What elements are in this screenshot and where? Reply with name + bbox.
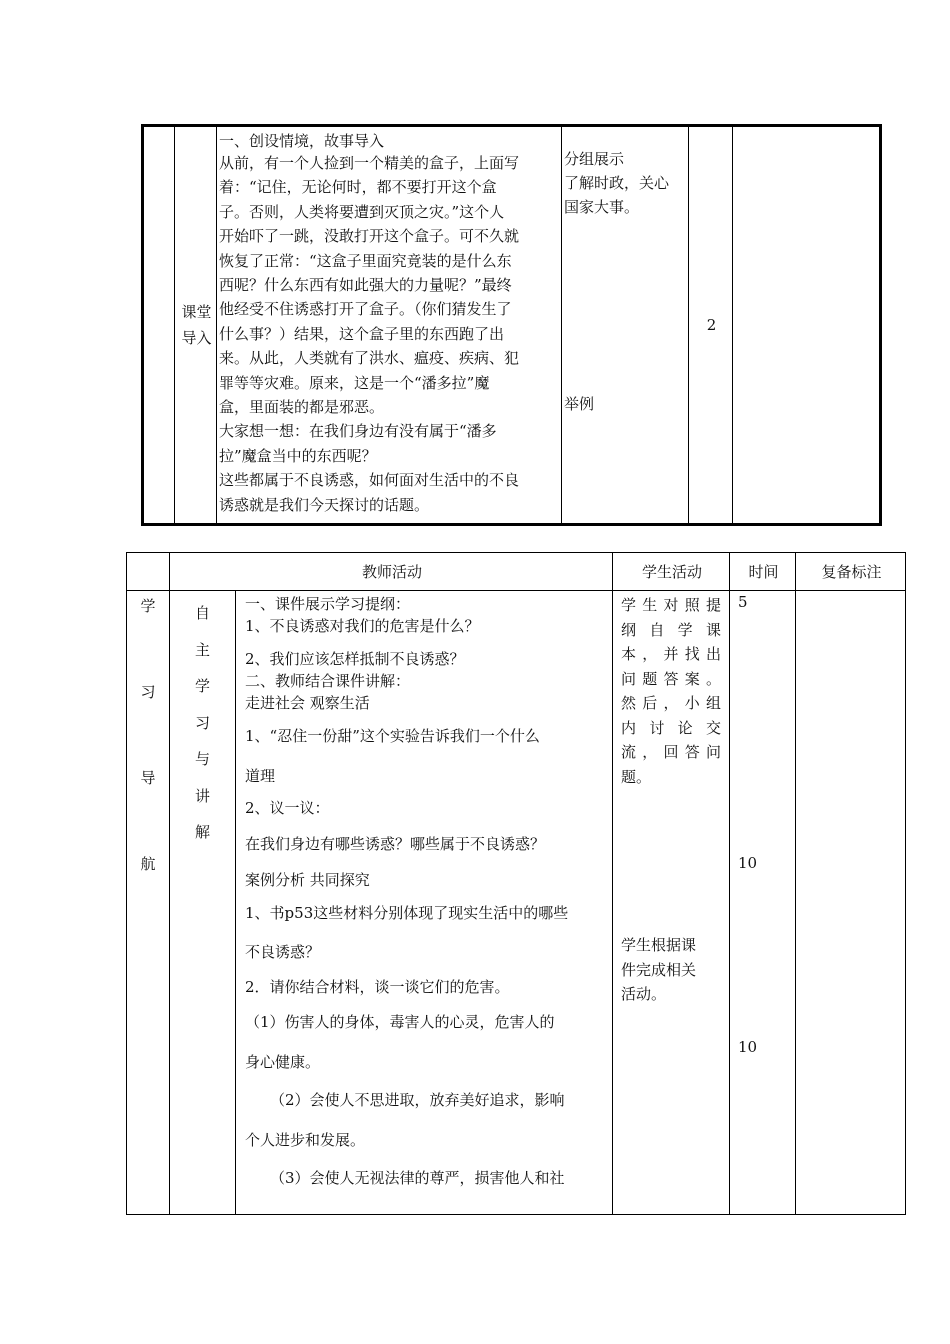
blank-cell [143,126,175,525]
section-label [175,126,217,525]
teacher-item: 不良诱惑？ [245,943,321,961]
story-line: 盒，里面装的都是邪恶。 [219,398,385,417]
teacher-item: 在我们身边有哪些诱惑？哪些属于不良诱惑？ [245,835,546,853]
story-line: 恢复了正常：“这盒子里面究竟装的是什么东 [219,251,512,270]
teacher-story-cell [217,126,562,525]
header-student: 学生活动 [613,553,730,591]
subsection-char: 自 [194,604,210,622]
student-line: 了解时政，关心 [564,174,670,192]
student-example: 举例 [564,395,595,413]
teacher-item: 1、“忍住一份甜”这个实验告诉我们一个什么 [245,727,540,745]
time-cell: 2 [689,126,733,525]
subsection-char: 习 [194,713,210,732]
story-line: 西呢？什么东西有如此强大的力量呢？”最终 [219,276,512,295]
header-blank [127,553,170,591]
teacher-item: 一、课件展示学习提纲： [245,595,411,613]
section-label-line1: 课堂 [181,303,212,321]
student-line: 国家大事。 [564,198,640,216]
subsection-char: 学 [194,677,210,695]
section-column [127,591,170,1215]
student-a-line: 问题答案。 [621,669,721,688]
teacher-item: 案例分析 共同探究 [245,871,370,889]
subsection-char: 主 [194,640,210,659]
section-char: 习 [140,683,156,701]
teacher-activity-cell [236,591,613,1215]
story-line: 什么事？）结果，这个盒子里的东西跑了出 [219,324,505,343]
story-line: 开始吓了一跳，没敢打开这个盒子。可不久就 [219,227,520,246]
teacher-item: 个人进步和发展。 [245,1131,366,1149]
notes-cell [796,591,906,1215]
student-a-line: 内讨论交 [621,718,721,737]
story-line: 拉”魔盒当中的东西呢？ [219,446,377,465]
story-line: 诱惑就是我们今天探讨的话题。 [219,495,430,514]
subsection-char: 与 [194,750,210,768]
story-line: 子。否则，人类将要遭到灭顶之灾。”这个人 [219,202,505,221]
section-char: 航 [140,855,156,873]
teacher-item: 1、书p53这些材料分别体现了现实生活中的哪些 [245,904,569,922]
student-a-line: 然后，小组 [621,694,721,712]
header-time: 时间 [730,553,796,591]
subsection-column [170,591,236,1215]
student-activity-cell [613,591,730,1215]
teacher-item: 2、我们应该怎样抵制不良诱惑？ [245,650,465,668]
time-cell [730,591,796,1215]
student-b-block [621,933,721,1007]
teacher-item: （3）会使人无视法律的尊严，损害他人和社 [270,1169,565,1187]
time-value: 5 [738,593,748,611]
story-line: 从前，有一个人捡到一个精美的盒子，上面写 [219,154,520,172]
student-line: 分组展示 [564,150,625,168]
section-char: 导 [140,769,156,787]
story-line: 他经受不住诱惑打开了盒子。（你们猜发生了 [219,300,512,319]
section-char: 学 [140,597,156,615]
student-a-line: 流，回答问 [621,743,721,761]
story-line: 大家想一想：在我们身边有没有属于“潘多 [219,422,497,441]
student-a-line: 纲自学课 [621,620,721,639]
student-b-line: 活动。 [621,985,667,1003]
story-line: 来。从此，人类就有了洪水、瘟疫、疾病、犯 [219,349,520,368]
teacher-item: 二、教师结合课件讲解： [245,672,411,690]
time-value: 10 [738,854,758,872]
student-a-line: 本，并找出 [621,645,721,663]
header-teacher: 教师活动 [170,553,613,591]
teacher-item: 2．请你结合材料，谈一谈它们的危害。 [245,978,510,996]
teacher-item: 2、议一议： [245,799,330,817]
teacher-item: 道理 [245,767,276,785]
lesson-intro-table [141,124,882,526]
teacher-item: 走进社会 观察生活 [245,694,370,712]
section-label-line2: 导入 [181,329,212,347]
story-line: 着：“记住，无论何时，都不要打开这个盒 [219,178,497,197]
teacher-item: （2）会使人不思进取，放弃美好追求，影响 [270,1091,565,1109]
header-notes: 复备标注 [796,553,906,591]
subsection-char: 解 [194,823,210,841]
story-line: 一、创设情境，故事导入 [219,132,385,150]
learning-guide-table [126,552,906,1215]
story-line: 这些都属于不良诱惑，如何面对生活中的不良 [219,471,520,490]
student-b-line: 件完成相关 [621,960,697,979]
notes-cell [733,126,881,525]
teacher-item: 1、不良诱惑对我们的危害是什么？ [245,617,480,635]
subsection-char: 讲 [194,786,210,805]
teacher-item: （1）伤害人的身体，毒害人的心灵，危害人的 [245,1013,555,1031]
student-a-line: 学生对照提 [621,596,721,614]
student-activity-cell [562,126,689,525]
teacher-item: 身心健康。 [245,1053,321,1071]
student-a-block [621,593,721,789]
student-a-line: 题。 [621,767,652,786]
student-b-line: 学生根据课 [621,936,697,954]
story-line: 罪等等灾难。原来，这是一个“潘多拉”魔 [219,373,490,392]
time-value: 10 [738,1038,758,1056]
